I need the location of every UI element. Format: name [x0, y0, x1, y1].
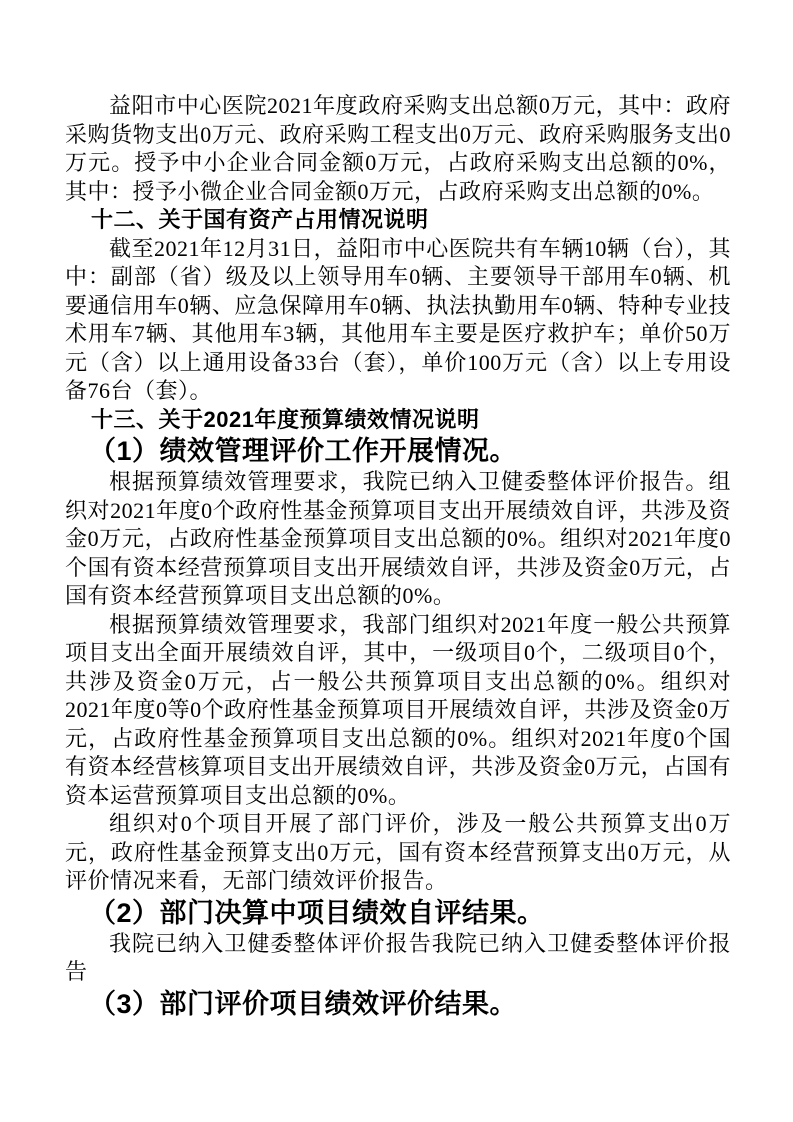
heading-section-12-state-owned-assets: 十二、关于国有资产占用情况说明	[91, 207, 429, 232]
paragraph-vehicles-and-equipment: 截至2021年12月31日，益阳市中心医院共有车辆10辆（台），其中：副部（省）级及以上领导用车0辆、主要领导干部用车0辆、机要通信用车0辆、应急保障用车0辆、执法执勤用车0辆、特种专业技术用车7辆、其他用车3辆，其他用车主要是医疗救护车；单价50万元（含）以上通用设备33台（套），单价100万元（含）以上专用设备76台（套）。	[65, 235, 731, 403]
paragraph-government-procurement: 益阳市中心医院2021年度政府采购支出总额0万元，其中：政府采购货物支出0万元、政府采购工程支出0万元、政府采购服务支出0万元。授予中小企业合同金额0万元，占政府采购支出总额的0%，其中：授予小微企业合同金额0万元，占政府采购支出总额的0%。	[65, 93, 731, 204]
heading-item-1-performance-evaluation-work: （1）绩效管理评价工作开展情况。	[89, 436, 518, 466]
heading-item-2-final-accounts-self-evaluation-results: （2）部门决算中项目绩效自评结果。	[89, 897, 545, 928]
heading-item-3-department-evaluation-results: （3）部门评价项目绩效评价结果。	[89, 988, 518, 1019]
paragraph-self-evaluation-general-public-budget: 根据预算绩效管理要求，我部门组织对2021年度一般公共预算项目支出全面开展绩效自评，其中，一级项目0个，二级项目0个，共涉及资金0万元，占一般公共预算项目支出总额的0%。组织对2021年度0等0个政府性基金预算项目开展绩效自评，共涉及资金0万元，占政府性基金预算项目支出总额的0%。组织对2021年度0个国有资本经营核算项目支出开展绩效自评，共涉及资金0万元，占国有资本运营预算项目支出总额的0%。	[65, 611, 731, 808]
paragraph-self-evaluation-government-funds: 根据预算绩效管理要求，我院已纳入卫健委整体评价报告。组织对2021年度0个政府性基金预算项目支出开展绩效自评，共涉及资金0万元，占政府性基金预算项目支出总额的0%。组织对2021年度0个国有资本经营预算项目支出开展绩效自评，共涉及资金0万元，占国有资本经营预算项目支出总额的0%。	[65, 469, 731, 608]
heading-section-13-budget-performance: 十三、关于2021年度预算绩效情况说明	[91, 406, 480, 432]
paragraph-department-evaluation-projects: 组织对0个项目开展了部门评价，涉及一般公共预算支出0万元，政府性基金预算支出0万元，国有资本经营预算支出0万元，从评价情况来看，无部门绩效评价报告。	[65, 811, 731, 893]
paragraph-included-in-health-commission-report: 我院已纳入卫健委整体评价报告我院已纳入卫健委整体评价报告	[65, 930, 731, 984]
